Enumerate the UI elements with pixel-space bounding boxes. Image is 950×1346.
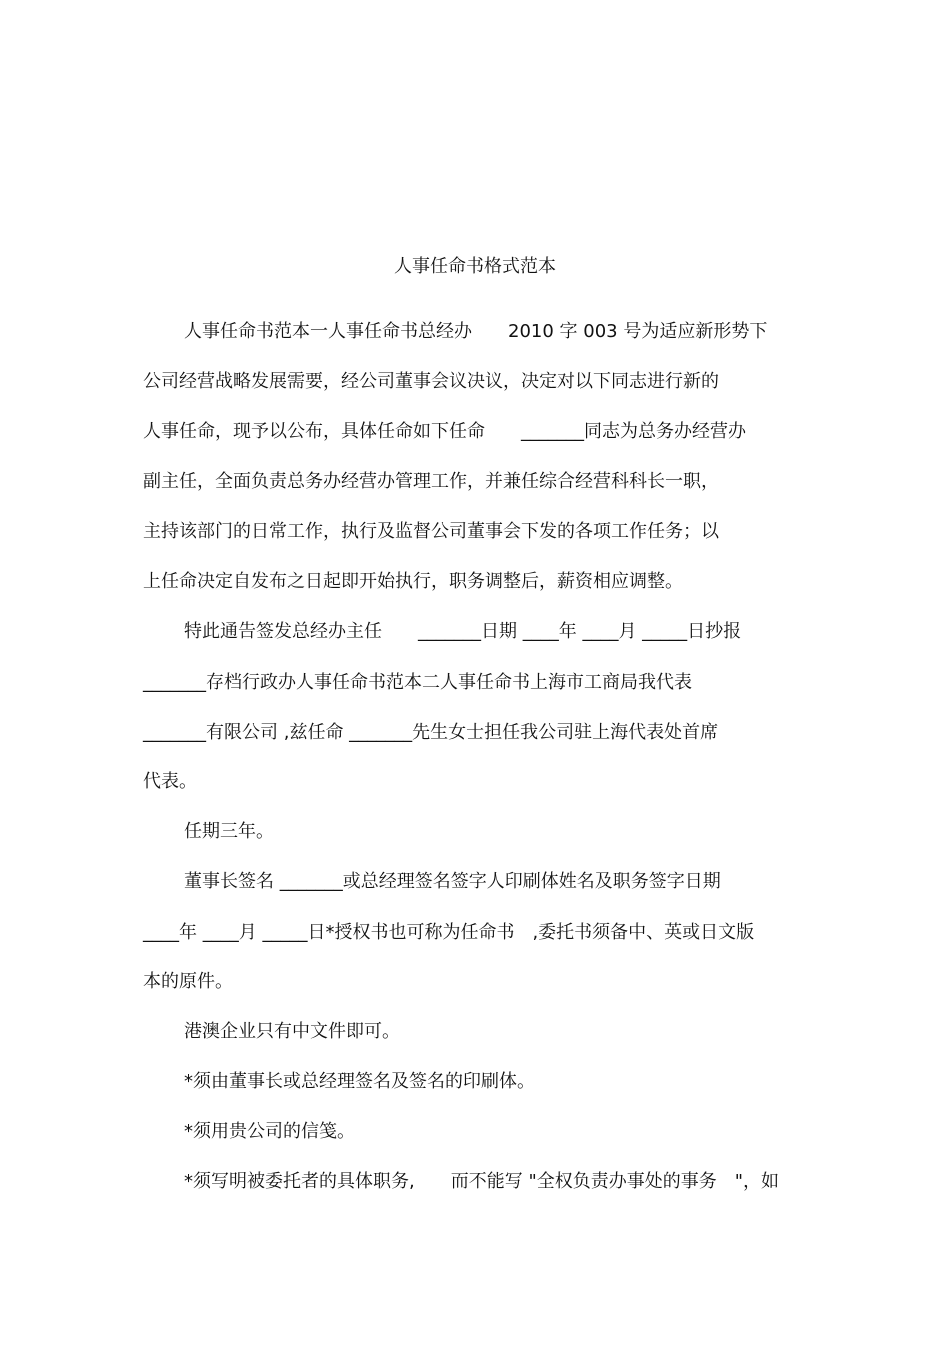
paragraph-line: 港澳企业只有中文件即可。	[184, 1021, 400, 1042]
paragraph-line: 任期三年。	[184, 821, 274, 842]
paragraph-line: 本的原件。	[143, 971, 233, 992]
paragraph-line: 代表。	[143, 771, 197, 792]
paragraph-line: 上任命决定自发布之日起即开始执行，职务调整后，薪资相应调整。	[143, 571, 683, 592]
paragraph-line: 主持该部门的日常工作，执行及监督公司董事会下发的各项工作任务；以	[143, 521, 719, 542]
paragraph-line: 特此通告签发总经办主任 _______日期 ____年 ____月 _____日抄报	[184, 621, 742, 642]
document-title: 人事任命书格式范本	[394, 256, 556, 277]
paragraph-line: 公司经营战略发展需要，经公司董事会议决议，决定对以下同志进行新的	[143, 371, 719, 392]
paragraph-line: _______有限公司 ,兹任命 _______先生女士担任我公司驻上海代表处首席	[143, 722, 719, 743]
paragraph-line: *须用贵公司的信笺。	[184, 1121, 355, 1142]
paragraph-line: *须写明被委托者的具体职务, 而不能写 "全权负责办事处的事务 "，如	[184, 1171, 779, 1192]
paragraph-line: _______存档行政办人事任命书范本二人事任命书上海市工商局我代表	[143, 672, 692, 693]
paragraph-line: ____年 ____月 _____日*授权书也可称为任命书 ,委托书须备中、英或日文版	[143, 922, 755, 943]
paragraph-line: 人事任命，现予以公布，具体任命如下任命 _______同志为总务办经营办	[143, 421, 746, 442]
paragraph-line: 副主任，全面负责总务办经营办管理工作，并兼任综合经营科科长一职，	[143, 471, 719, 492]
paragraph-line: 董事长签名 _______或总经理签名签字人印刷体姓名及职务签字日期	[184, 871, 721, 892]
paragraph-line: *须由董事长或总经理签名及签名的印刷体。	[184, 1071, 535, 1092]
paragraph-line: 人事任命书范本一人事任命书总经办 2010 字 003 号为适应新形势下	[184, 321, 768, 342]
